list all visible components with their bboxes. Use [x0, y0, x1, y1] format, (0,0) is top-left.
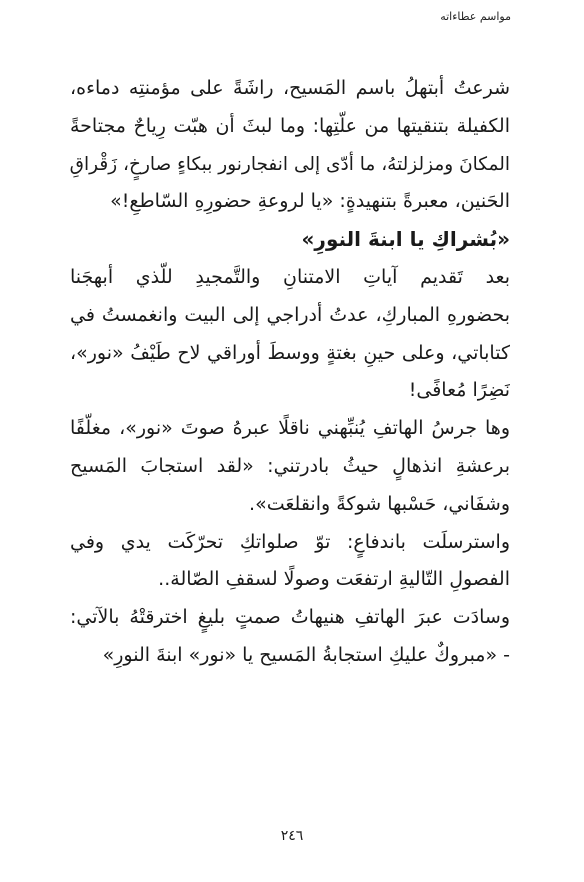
text-line: نَضِرًا مُعافًى!: [408, 379, 510, 402]
section-heading: «بُشراكِ يا ابنةَ النورِ»: [301, 227, 510, 252]
text-line: بحضورهِ المباركِ، عدتُ أدراجي إلى البيت وانغمستُ في: [70, 303, 510, 326]
text-line: الكفيلة بتنقيتها من علّتِها: وما لبثَ أن هبّت رِياحٌ مجتاحةً: [70, 114, 510, 137]
text-line: وشفَاني، حَسْبها شوكةً وانقلعَت».: [249, 492, 510, 515]
text-line: الفصولِ التّاليةِ ارتفعَت وصولًا لسقفِ الصّالة..: [158, 568, 510, 591]
text-line: شرعتُ أبتهلُ باسم المَسيح، راشَةً على مؤمنتِه دماءه،: [70, 77, 510, 99]
running-header: مواسم عطاءاته: [440, 10, 511, 23]
text-line: واسترسلَت باندفاعٍ: توّ صلواتكِ تحرّكَت يدي وفي: [70, 530, 510, 553]
text-line: الحَنين، معبرةً بتنهيدةٍ: «يا لروعةِ حضورِهِ السّاطعِ!»: [110, 190, 510, 213]
text-line: وسادَت عبرَ الهاتفِ هنيهاتُ صمتٍ بليغٍ اخترقتْهُ بالآتي:: [70, 606, 510, 629]
text-line: وها جرسُ الهاتفِ يُنبِّهني ناقلًا عبرهُ صوتَ «نور»، مغلّفًا: [70, 417, 510, 440]
text-line: المكانَ ومزلزلتهُ، ما أدّى إلى انفجارنور ببكاءٍ صارخٍ، زَقْراقِ: [70, 153, 510, 175]
page-number: ٢٤٦: [280, 828, 304, 844]
body-text: [70, 70, 510, 675]
text-line: بعد تَقديم آياتِ الامتنانِ والتَّمجيدِ للّذي أبهجَنا: [70, 265, 510, 288]
text-line: - «مبروكٌ عليكِ استجابةُ المَسيح يا «نور» ابنةَ النورِ»: [102, 643, 510, 666]
text-line: كتاباتي، وعلى حينِ بغتةٍ ووسطَ أوراقي لاح طَيْفُ «نور»،: [70, 341, 510, 364]
text-line: برعشةِ انذهالٍ حيثُ بادرتني: «لقد استجابَ المَسيح: [70, 454, 510, 477]
